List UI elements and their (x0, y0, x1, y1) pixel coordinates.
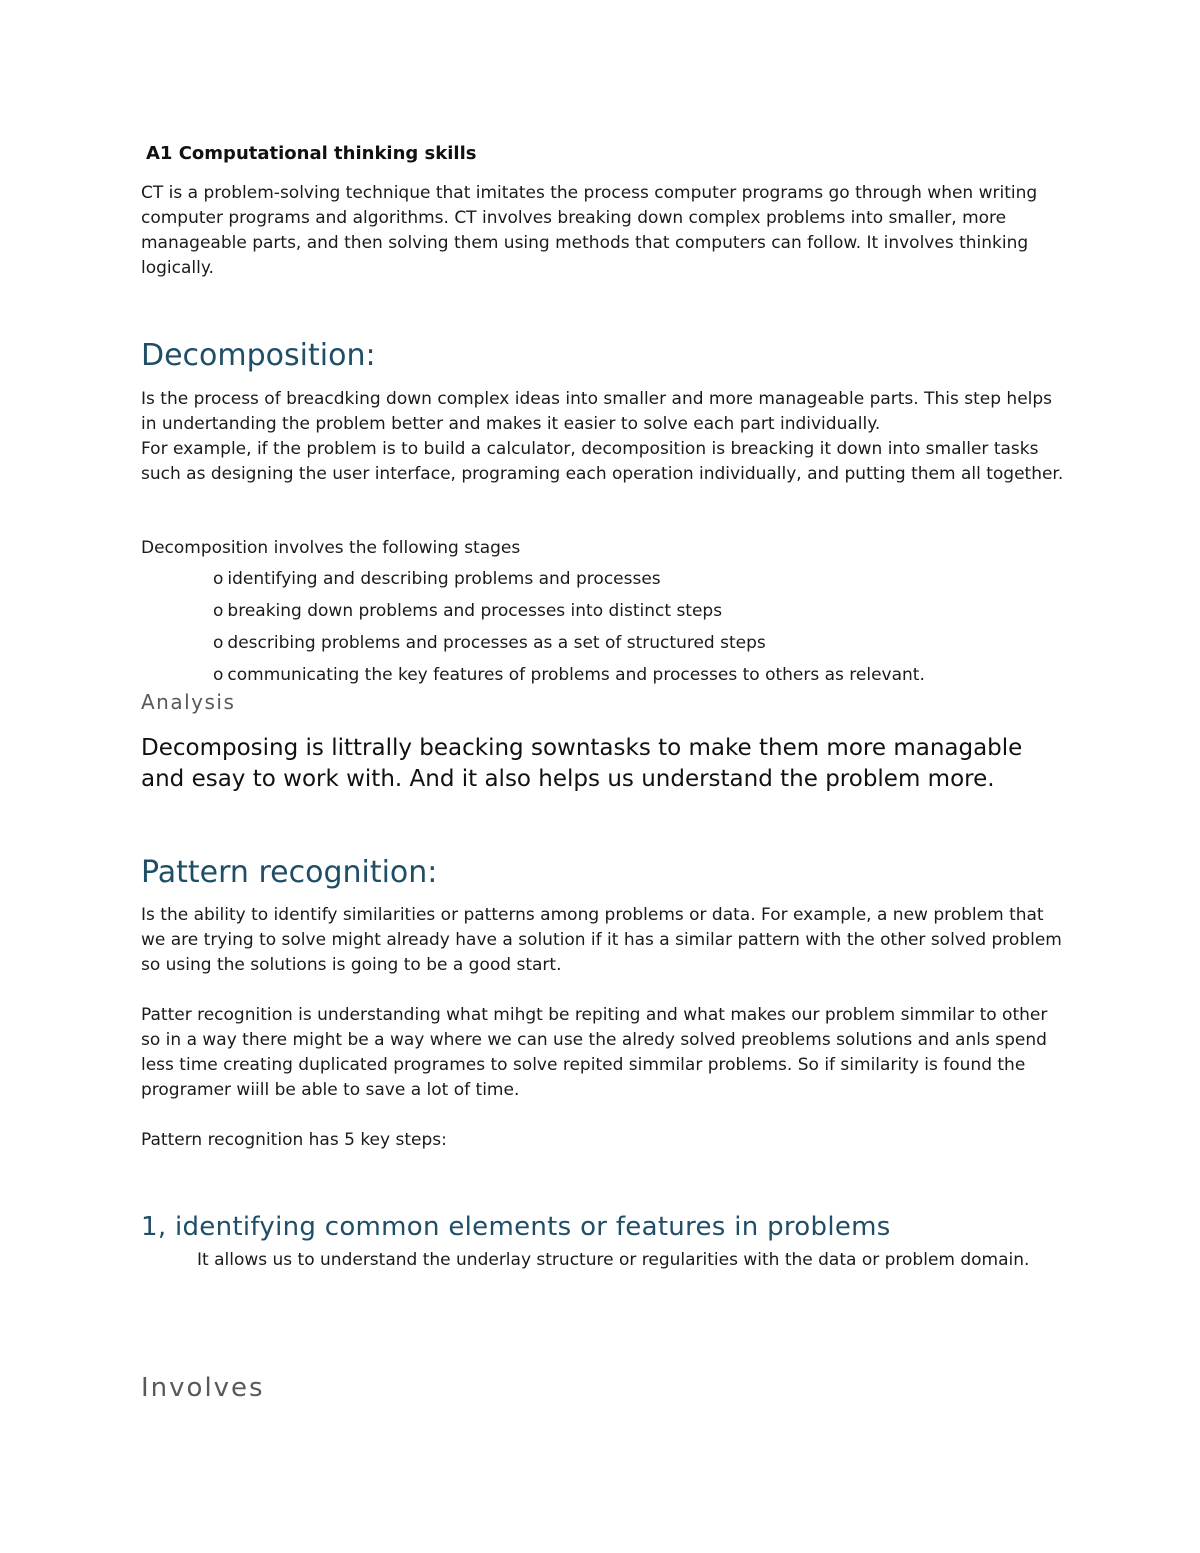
bullet-marker: o (213, 633, 224, 653)
decomposition-heading: Decomposition: (141, 338, 376, 373)
analysis-text: Decomposing is littrally beacking sowntasks to make them more managable and esay to work with. And it also helps us understand the problem more. (141, 735, 1023, 792)
decomposition-stage-list (213, 567, 1093, 695)
list-item: o identifying and describing problems and processes (213, 569, 661, 589)
list-item: o communicating the key features of problems and processes to others as relevant. (213, 665, 925, 685)
list-item: o describing problems and processes as a set of structured steps (213, 633, 766, 653)
list-item: o breaking down problems and processes into distinct steps (213, 601, 723, 621)
bullet-marker: o (213, 665, 224, 685)
decomposition-stages-intro: Decomposition involves the following stages (141, 538, 521, 558)
analysis-heading: Analysis (141, 690, 236, 714)
bullet-marker: o (213, 601, 224, 621)
involves-heading: Involves (141, 1373, 265, 1403)
decomposition-paragraph-1: Is the process of breacdking down complex ideas into smaller and more manageable parts. This step helps in undertanding the problem better and makes it easier to solve each part individually. (141, 389, 1053, 434)
decomposition-paragraph-2: For example, if the problem is to build a calculator, decomposition is breacking it down into smaller tasks such as designing the user interface, programing each operation individually, and putting them all together. (141, 439, 1064, 484)
intro-paragraph: CT is a problem-solving technique that imitates the process computer programs go through when writing computer programs and algorithms. CT involves breaking down complex problems into smaller, more manageable parts, and then solving them using methods that computers can follow. It involves thinking logically. (141, 183, 1038, 278)
pattern-paragraph-1: Is the ability to identify similarities or patterns among problems or data. For example, a new problem that we are trying to solve might already have a solution if it has a similar pattern with the other solved problem so using the solutions is going to be a good start. (141, 905, 1062, 975)
intro-title: A1 Computational thinking skills (146, 143, 477, 164)
bullet-marker: o (213, 569, 224, 589)
pattern-steps-intro: Pattern recognition has 5 key steps: (141, 1130, 447, 1150)
step1-text: It allows us to understand the underlay structure or regularities with the data or problem domain. (197, 1250, 1030, 1270)
step1-heading: 1, identifying common elements or features in problems (141, 1212, 891, 1242)
pattern-paragraph-2: Patter recognition is understanding what mihgt be repiting and what makes our problem simmilar to other so in a way there might be a way where we can use the alredy solved preoblems solutions and anls spend less time creating duplicated programes to solve repited simmilar problems. So if similarity is found the programer wiill be able to save a lot of time. (141, 1005, 1048, 1100)
pattern-heading: Pattern recognition: (141, 855, 438, 890)
